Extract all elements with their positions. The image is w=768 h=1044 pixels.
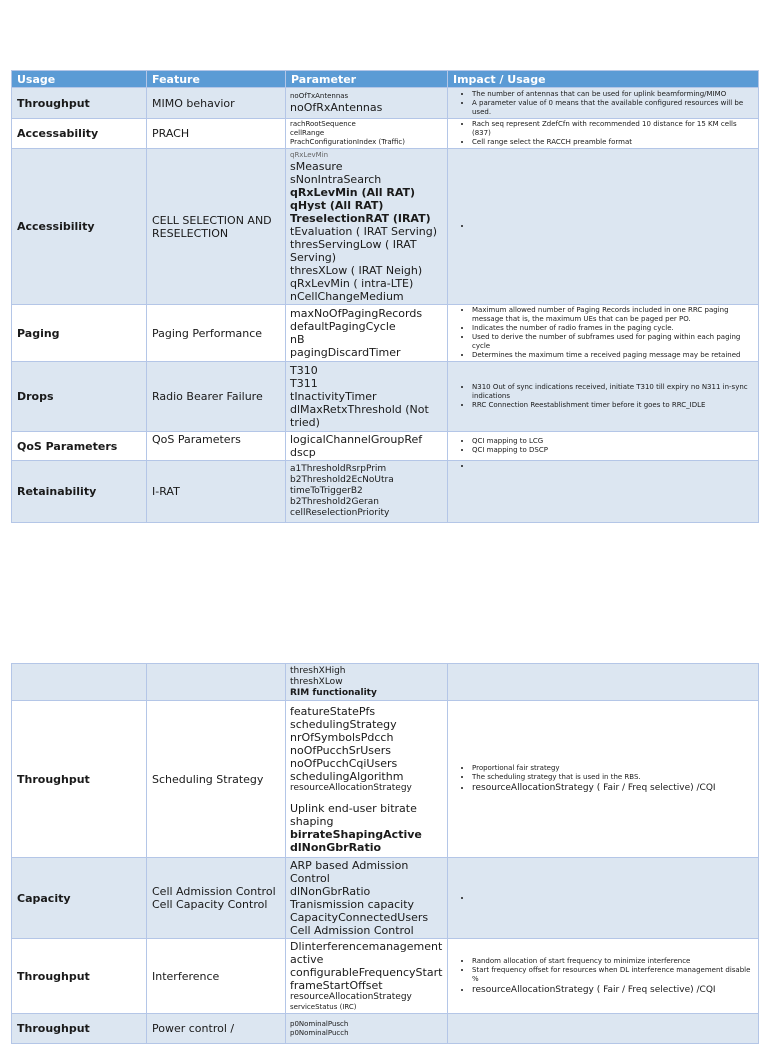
impact-cell <box>448 701 759 858</box>
parameter-line: p0NominalPucch <box>290 1028 349 1037</box>
impact-list <box>452 764 754 794</box>
impact-cell <box>448 664 759 701</box>
impact-list <box>452 383 754 410</box>
parameter-line: b2Threshold2EcNoUtra <box>290 475 394 485</box>
parameter-line: Cell Admission Control <box>290 924 414 937</box>
impact-item: • Cell range select the RACCH preamble format <box>472 138 754 147</box>
feature-cell: Radio Bearer Failure <box>147 362 286 432</box>
parameter-cell <box>286 88 448 119</box>
impact-cell <box>448 939 759 1014</box>
feature-cell: Scheduling Strategy <box>147 701 286 858</box>
parameter-line: p0NominalPusch <box>290 1019 349 1028</box>
table-row <box>12 88 759 119</box>
parameter-line: ARP based Admission Control <box>290 859 409 885</box>
impact-item: • Rach seq represent ZdefCfn with recommended 10 distance for 15 KM cells (837) <box>472 120 754 138</box>
feature-cell: MIMO behavior <box>147 88 286 119</box>
parameter-line: timeToTriggerB2 <box>290 486 363 496</box>
usage-cell: Accessibility <box>12 149 147 305</box>
parameter-cell <box>286 461 448 523</box>
parameter-line: noOfPucchSrUsers <box>290 743 392 757</box>
parameter-line: thresServingLow ( IRAT Serving) <box>290 237 417 264</box>
impact-cell <box>448 305 759 362</box>
impact-item: • The number of antennas that can be used for uplink beamforming/MIMO <box>472 90 754 99</box>
parameter-cell <box>286 939 448 1014</box>
parameter-line: qHyst (All RAT) <box>290 198 384 212</box>
feature-cell: QoS Parameters <box>147 432 286 461</box>
parameter-line: b2Threshold2Geran <box>290 497 379 507</box>
feature-cell: I-RAT <box>147 461 286 523</box>
parameter-line: PrachConfigurationIndex (Traffic) <box>290 138 406 146</box>
parameter-line: schedulingStrategy <box>290 717 397 731</box>
parameter-line: schedulingAlgorithm <box>290 769 404 783</box>
usage-cell: QoS Parameters <box>12 432 147 461</box>
parameter-line: qRxLevMin (All RAT) <box>290 185 416 199</box>
impact-cell <box>448 461 759 523</box>
usage-cell: Accessability <box>12 119 147 149</box>
impact-item <box>472 462 754 471</box>
impact-item: • The scheduling strategy that is used in the RBS. <box>472 773 754 782</box>
parameter-line: Uplink end-user bitrate shaping <box>290 801 417 828</box>
parameter-line: qRxLevMin ( intra-LTE) <box>290 276 414 290</box>
usage-cell: Throughput <box>12 939 147 1014</box>
impact-list <box>452 306 754 360</box>
parameter-line: tInactivityTimer <box>290 390 377 403</box>
impact-item: • Random allocation of start frequency to minimize interference <box>472 957 754 966</box>
parameter-line: Dlinterferencemanagement active <box>290 940 443 966</box>
parameter-line: TreselectionRAT (IRAT) <box>290 211 431 225</box>
parameter-cell <box>286 305 448 362</box>
impact-list <box>452 222 754 231</box>
impact-cell <box>448 119 759 149</box>
impact-list <box>452 462 754 471</box>
parameter-cell <box>286 664 448 701</box>
table-row <box>12 461 759 523</box>
impact-list <box>452 957 754 996</box>
parameter-line: logicalChannelGroupRef <box>290 433 423 446</box>
impact-item: • Proportional fair strategy <box>472 764 754 773</box>
feature-cell: PRACH <box>147 119 286 149</box>
usage-cell: Paging <box>12 305 147 362</box>
impact-item: • Indicates the number of radio frames in the paging cycle. <box>472 324 754 333</box>
header-parameter: Parameter <box>286 71 448 88</box>
table-row <box>12 119 759 149</box>
header-impact: Impact / Usage <box>448 71 759 88</box>
impact-cell <box>448 432 759 461</box>
header-feature: Feature <box>147 71 286 88</box>
parameter-cell <box>286 701 448 858</box>
parameter-line: nrOfSymbolsPdcch <box>290 730 394 744</box>
parameter-line: serviceStatus (IRC) <box>290 1003 357 1011</box>
parameter-line: sMeasure <box>290 159 343 173</box>
parameter-line: Tranismission capacity <box>290 898 415 911</box>
parameter-line: featureStatePfs <box>290 704 376 718</box>
parameter-line: noOfRxAntennas <box>290 101 383 114</box>
parameter-line: rachRootSequence <box>290 120 356 128</box>
impact-list <box>452 894 754 903</box>
impact-item: • Used to derive the number of subframes used for paging within each paging cycle <box>472 333 754 351</box>
impact-cell <box>448 1014 759 1044</box>
feature-cell: Interference <box>147 939 286 1014</box>
parameter-line <box>290 794 443 802</box>
parameter-line: nB <box>290 333 305 346</box>
impact-item: • RRC Connection Reestablishment timer before it goes to RRC_IDLE <box>472 401 754 410</box>
parameter-line: qRxLevMin <box>290 150 329 159</box>
impact-item: • resourceAllocationStrategy ( Fair / Freq selective) /CQI <box>472 782 754 794</box>
impact-list <box>452 90 754 117</box>
table-row <box>12 149 759 305</box>
parameter-line: noOfTxAntennas <box>290 92 349 100</box>
parameter-line: CapacityConnectedUsers <box>290 911 429 924</box>
header-row <box>12 71 759 88</box>
parameter-line: threshXLow <box>290 676 343 687</box>
impact-item: • QCI mapping to DSCP <box>472 446 754 455</box>
feature-cell: Cell Admission Control Cell Capacity Control <box>147 858 286 939</box>
parameter-line: frameStartOffset <box>290 979 383 992</box>
parameter-line: a1ThresholdRsrpPrim <box>290 464 387 474</box>
feature-cell: Power control / <box>147 1014 286 1044</box>
impact-cell <box>448 362 759 432</box>
usage-cell: Throughput <box>12 701 147 858</box>
parameter-line: T311 <box>290 377 318 390</box>
header-usage: Usage <box>12 71 147 88</box>
table-row <box>12 1014 759 1044</box>
parameter-cell <box>286 432 448 461</box>
parameter-cell <box>286 362 448 432</box>
parameter-line: configurableFrequencyStart <box>290 966 443 979</box>
impact-item: • Determines the maximum time a received paging message may be retained <box>472 351 754 360</box>
impact-item <box>472 894 754 903</box>
table-row <box>12 362 759 432</box>
feature-cell <box>147 664 286 701</box>
usage-cell <box>12 664 147 701</box>
parameter-line: sNonIntraSearch <box>290 172 382 186</box>
impact-item: • Maximum allowed number of Paging Records included in one RRC paging message that is, the maximum UEs that can be paged per PO. <box>472 306 754 324</box>
parameter-line: T310 <box>290 364 318 377</box>
parameter-line: noOfPucchCqiUsers <box>290 756 398 770</box>
impact-item: • Start frequency offset for resources when DL interference management disable % <box>472 966 754 984</box>
table-row <box>12 432 759 461</box>
parameter-line: RIM functionality <box>290 687 377 698</box>
usage-cell: Throughput <box>12 88 147 119</box>
parameter-line: dscp <box>290 446 316 459</box>
parameter-line: resourceAllocationStrategy <box>290 782 412 793</box>
table-row <box>12 858 759 939</box>
parameters-table-1 <box>11 70 759 523</box>
usage-cell: Throughput <box>12 1014 147 1044</box>
parameter-cell <box>286 149 448 305</box>
parameter-line: resourceAllocationStrategy <box>290 992 412 1002</box>
parameters-table-2 <box>11 663 759 1044</box>
parameter-line: dlMaxRetxThreshold (Not tried) <box>290 403 429 429</box>
impact-cell <box>448 149 759 305</box>
parameter-line: cellRange <box>290 129 325 137</box>
parameter-line: threshXHigh <box>290 665 346 676</box>
usage-cell: Retainability <box>12 461 147 523</box>
parameter-line: cellReselectionPriority <box>290 508 390 518</box>
impact-cell <box>448 858 759 939</box>
parameter-cell <box>286 119 448 149</box>
impact-list <box>452 437 754 455</box>
parameter-line: defaultPagingCycle <box>290 320 396 333</box>
impact-list <box>452 120 754 147</box>
parameter-line: thresXLow ( IRAT Neigh) <box>290 263 423 277</box>
impact-item <box>472 222 754 231</box>
feature-cell: CELL SELECTION AND RESELECTION <box>147 149 286 305</box>
parameter-line: dlNonGbrRatio <box>290 840 382 854</box>
parameter-cell <box>286 1014 448 1044</box>
parameter-line: nCellChangeMedium <box>290 289 404 303</box>
impact-cell <box>448 88 759 119</box>
impact-item: • A parameter value of 0 means that the available configured resources will be used. <box>472 99 754 117</box>
table-row <box>12 664 759 701</box>
table-row <box>12 305 759 362</box>
parameter-cell <box>286 858 448 939</box>
parameter-line: maxNoOfPagingRecords <box>290 307 423 320</box>
feature-cell: Paging Performance <box>147 305 286 362</box>
parameter-line: dlNonGbrRatio <box>290 885 371 898</box>
impact-item: • QCI mapping to LCG <box>472 437 754 446</box>
parameter-line: tEvaluation ( IRAT Serving) <box>290 224 438 238</box>
parameter-line: pagingDiscardTimer <box>290 346 401 359</box>
parameter-line: birrateShapingActive <box>290 827 422 841</box>
impact-item: • resourceAllocationStrategy ( Fair / Freq selective) /CQI <box>472 984 754 996</box>
usage-cell: Capacity <box>12 858 147 939</box>
table-row <box>12 701 759 858</box>
usage-cell: Drops <box>12 362 147 432</box>
impact-item: • N310 Out of sync indications received, initiate T310 till expiry no N311 in-sync indications <box>472 383 754 401</box>
table-row <box>12 939 759 1014</box>
